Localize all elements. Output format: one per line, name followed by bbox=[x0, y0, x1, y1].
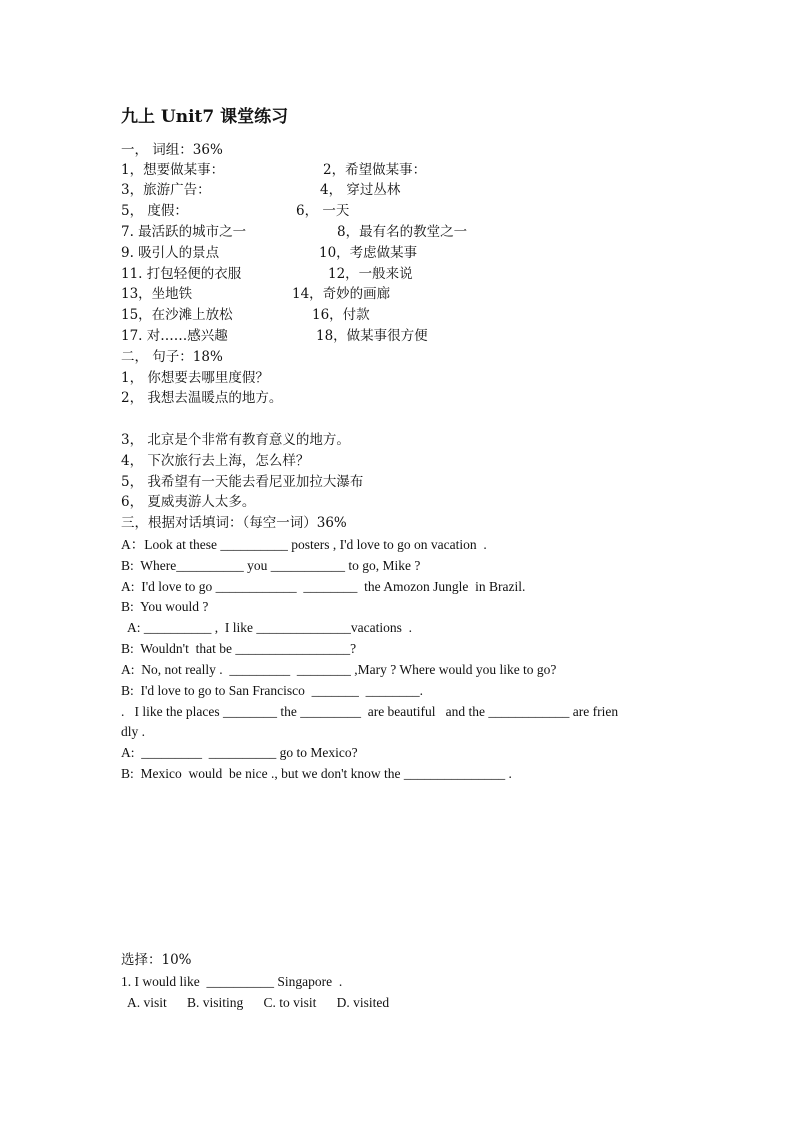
phrase-item: 5， 度假： bbox=[121, 203, 188, 219]
phrase-item: 14，奇妙的画廊 bbox=[292, 286, 391, 302]
dialogue-line: B: You would ? bbox=[121, 599, 209, 614]
dialogue-line: A: _________ __________ go to Mexico? bbox=[121, 745, 358, 760]
dialogue-line: dly . bbox=[121, 724, 146, 739]
dialogue-line: A: I'd love to go ____________ ________ the Amozon Jungle in Brazil. bbox=[121, 579, 526, 594]
phrase-item: 1，想要做某事： bbox=[121, 162, 225, 178]
phrase-item: 13，坐地铁 bbox=[121, 286, 193, 302]
phrase-item: 15，在沙滩上放松 bbox=[121, 307, 233, 323]
choice-options: A. visit B. visiting C. to visit D. visited bbox=[121, 995, 390, 1010]
phrase-item: 2，希望做某事： bbox=[323, 162, 427, 178]
sentence-item: 4， 下次旅行去上海，怎么样？ bbox=[121, 453, 310, 469]
dialogue-line: B: I'd love to go to San Francisco _______ ________. bbox=[121, 683, 424, 698]
phrase-item: 18，做某事很方便 bbox=[316, 328, 428, 344]
phrase-item: 7. 最活跃的城市之一 bbox=[121, 224, 247, 240]
sentence-item: 6， 夏威夷游人太多。 bbox=[121, 494, 256, 510]
phrase-item: 17. 对……感兴趣 bbox=[121, 328, 228, 344]
phrase-item: 3，旅游广告： bbox=[121, 182, 211, 198]
choice-question: 1. I would like __________ Singapore . bbox=[121, 974, 343, 989]
dialogue-line: . I like the places ________ the _________ are beautiful and the ____________ are frien bbox=[121, 704, 619, 719]
section1-heading: 一， 词组：36% bbox=[121, 142, 223, 158]
page-title: 九上 Unit7 课堂练习 bbox=[121, 107, 289, 127]
dialogue-line: B: Mexico would be nice ., but we don't know the _______________ . bbox=[121, 766, 512, 781]
sentence-item: 2， 我想去温暖点的地方。 bbox=[121, 390, 283, 406]
sentence-item: 3， 北京是个非常有教育意义的地方。 bbox=[121, 432, 350, 448]
phrase-item: 12，一般来说 bbox=[328, 266, 413, 282]
phrase-item: 16，付款 bbox=[312, 307, 370, 323]
dialogue-line: B: Wouldn't that be _________________? bbox=[121, 641, 357, 656]
dialogue-line: A：Look at these __________ posters , I'd love to go on vacation . bbox=[121, 537, 487, 552]
section3-heading: 三，根据对话填词：（每空一词）36% bbox=[121, 515, 347, 531]
dialogue-line: B: Where__________ you ___________ to go, Mike ? bbox=[121, 558, 421, 573]
phrase-item: 9. 吸引人的景点 bbox=[121, 245, 220, 261]
dialogue-line: A: __________ , I like ______________vacations . bbox=[121, 620, 412, 635]
phrase-item: 8，最有名的教堂之一 bbox=[337, 224, 468, 240]
phrase-item: 11. 打包轻便的衣服 bbox=[121, 266, 242, 282]
dialogue-line: A: No, not really . _________ ________ ,Mary ? Where would you like to go? bbox=[121, 662, 557, 677]
section4-heading: 选择：10% bbox=[121, 952, 192, 968]
phrase-item: 4， 穿过丛林 bbox=[320, 182, 401, 198]
sentence-item: 1， 你想要去哪里度假？ bbox=[121, 370, 269, 386]
phrase-item: 10，考虑做某事 bbox=[319, 245, 418, 261]
phrase-item: 6， 一天 bbox=[296, 203, 350, 219]
section2-heading: 二， 句子：18% bbox=[121, 349, 223, 365]
sentence-item: 5， 我希望有一天能去看尼亚加拉大瀑布 bbox=[121, 474, 364, 490]
